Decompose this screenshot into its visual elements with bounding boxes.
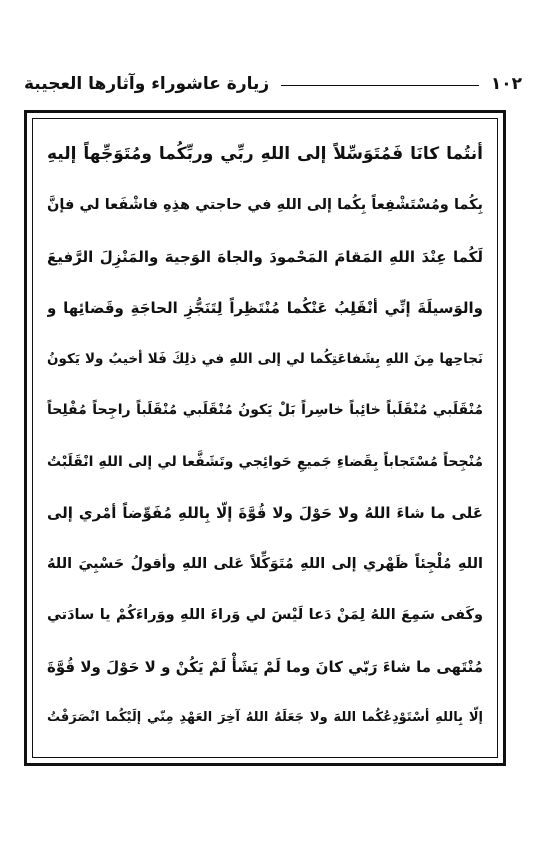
running-header (24, 70, 522, 98)
page-number: ١٠٢ (490, 74, 522, 94)
text-line-content: بِكُما ومُسْتَشْفِعاً بِكُما إلى اللهِ في حاجتي هذِهِ فاشْفَعا لي فإنَّ (47, 197, 483, 214)
running-title: زيارة عاشوراء وآثارها العجيبة (24, 74, 270, 94)
text-line-content: لَكُما عِنْدَ اللهِ المَقامَ المَحْمودَ والجاهَ الوَجيهَ والمَنْزِلَ الرَّفيعَ (47, 247, 483, 266)
text-line-content: والوَسيلَةَ إنِّي أنْقَلِبُ عَنْكُما مُنْتَظِراً لِتَنَجُّزِ الحاجَةِ وقَضائِها و (47, 298, 483, 317)
header-rule (281, 85, 479, 86)
text-line-content: مُنْتَهى ما شاءَ رَبّي كانَ وما لَمْ يَشَأْ لَمْ يَكُنْ و لا حَوْلَ ولا قُوَّةَ (47, 657, 483, 676)
text-line (47, 439, 483, 485)
text-frame-inner (32, 118, 498, 758)
text-line-content: مُنْجِحاً مُسْتَجاباً بِقَضاءِ جَميعِ حَوائِجي وتَشَفَّعا لي إلى اللهِ انْقَلَبْتُ (47, 453, 483, 470)
text-line (47, 234, 483, 280)
text-line-content: أنتُما كانَا فَمُتَوَسِّلاً إلى اللهِ ربِّي وربِّكُما ومُتَوَجِّهاً إليهِ (47, 144, 483, 164)
text-line (47, 336, 483, 382)
text-line (47, 644, 483, 690)
text-line (47, 182, 483, 228)
text-line-content: وكَفى سَمِعَ اللهُ لِمَنْ دَعا لَيْسَ لي وَراءَ اللهِ ووَراءَكُمْ يا سادَتي (47, 607, 483, 624)
text-line-content: عَلى ما شاءَ اللهُ ولا حَوْلَ ولا قُوَّةَ إلّا بِاللهِ مُفَوِّضاً أمْري إلى (47, 503, 483, 522)
prayer-text (47, 131, 483, 741)
text-line (47, 387, 483, 433)
text-frame-outer (24, 110, 506, 766)
text-line-content: اللهِ مُلْجِئاً ظَهْري إلى اللهِ مُتَوَكِّلاً عَلى اللهِ وأقولُ حَسْبِيَ اللهُ (47, 556, 483, 573)
text-line (47, 131, 483, 177)
text-line (47, 490, 483, 536)
text-line-content: نَجاحِها مِنَ اللهِ بِشَفاعَتِكُما لي إلى اللهِ في ذلِكَ فَلا أخيبُ ولا يَكونُ (47, 351, 483, 368)
text-line (47, 592, 483, 638)
text-line (47, 695, 483, 741)
text-line-content: إلّا بِاللهِ أسْتَوْدِعُكُما اللهَ ولا جَعَلَهُ اللهُ آخِرَ العَهْدِ مِنّي إلَيْكُما انْصَرَفْتُ (47, 709, 483, 725)
text-line-content: مُنْقَلَبي مُنْقَلَباً خائِباً خاسِراً بَلْ يَكونُ مُنْقَلَبي مُنْقَلَباً راجِحاً مُفْلِحاً (47, 402, 483, 419)
text-line (47, 285, 483, 331)
text-line (47, 541, 483, 587)
